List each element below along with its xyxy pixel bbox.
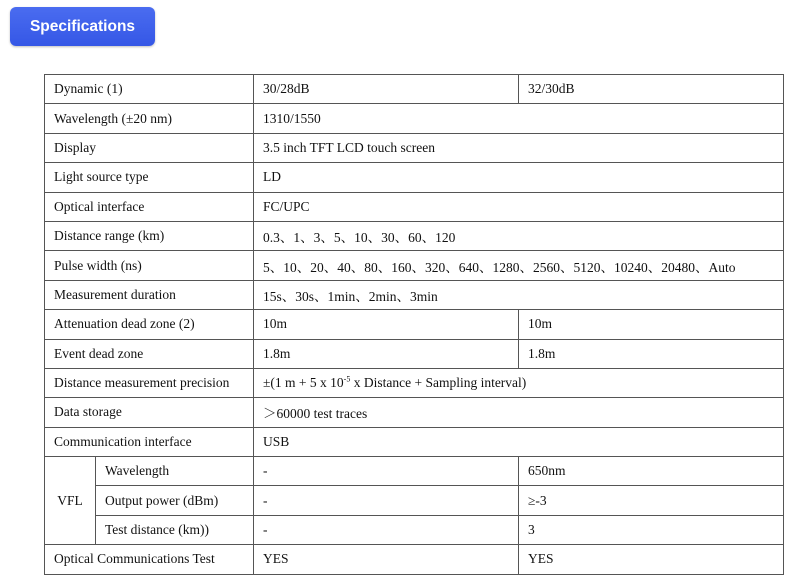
cell-value: - [254, 457, 519, 486]
table-row [45, 427, 784, 456]
table-row [45, 398, 784, 427]
row-label: Test distance (km)) [96, 515, 254, 544]
table-row [45, 457, 784, 486]
row-label: Light source type [45, 163, 254, 192]
cell-value: 10m [519, 310, 784, 339]
table-row [45, 368, 784, 397]
cell-value: YES [254, 545, 519, 574]
row-label: Pulse width (ns) [45, 251, 254, 280]
cell-value: 3 [519, 515, 784, 544]
cell-value: - [254, 486, 519, 515]
cell-value: 0.3、1、3、5、10、30、60、120 [254, 221, 784, 250]
row-label: Data storage [45, 398, 254, 427]
table-row [45, 545, 784, 574]
table-row [45, 339, 784, 368]
table-row [45, 486, 784, 515]
row-label: Communication interface [45, 427, 254, 456]
table-row [45, 515, 784, 544]
row-label: Event dead zone [45, 339, 254, 368]
precision-prefix: ±(1 m + 5 x 10 [263, 375, 344, 391]
cell-value: 1310/1550 [254, 104, 784, 133]
table-row [45, 280, 784, 309]
table-row [45, 221, 784, 250]
vfl-group-label: VFL [45, 457, 96, 545]
precision-exponent: -5 [343, 374, 351, 384]
row-label: Wavelength (±20 nm) [45, 104, 254, 133]
row-label: Display [45, 133, 254, 162]
row-label: Distance range (km) [45, 221, 254, 250]
cell-value: 3.5 inch TFT LCD touch screen [254, 133, 784, 162]
table-row [45, 133, 784, 162]
table-row [45, 75, 784, 104]
cell-value: ≥-3 [519, 486, 784, 515]
cell-value: USB [254, 427, 784, 456]
table-row [45, 163, 784, 192]
row-label: Attenuation dead zone (2) [45, 310, 254, 339]
cell-value: LD [254, 163, 784, 192]
cell-value: 15s、30s、1min、2min、3min [254, 280, 784, 309]
row-label: Optical interface [45, 192, 254, 221]
table-row [45, 104, 784, 133]
cell-value: 5、10、20、40、80、160、320、640、1280、2560、5120、10240、20480、Auto [254, 251, 784, 280]
cell-value: 30/28dB [254, 75, 519, 104]
specifications-table [44, 74, 784, 575]
cell-value: ＞60000 test traces [254, 398, 784, 427]
precision-suffix: x Distance + Sampling interval) [350, 375, 527, 391]
table-row [45, 310, 784, 339]
cell-value: - [254, 515, 519, 544]
cell-value: 10m [254, 310, 519, 339]
cell-value [254, 368, 784, 397]
row-label: Dynamic (1) [45, 75, 254, 104]
specifications-tab[interactable] [10, 7, 155, 46]
row-label: Measurement duration [45, 280, 254, 309]
row-label: Optical Communications Test [45, 545, 254, 574]
table-row [45, 251, 784, 280]
tab-label: Specifications [29, 17, 136, 35]
cell-value: 1.8m [519, 339, 784, 368]
cell-value: 650nm [519, 457, 784, 486]
cell-value: FC/UPC [254, 192, 784, 221]
row-label: Wavelength [96, 457, 254, 486]
table-row [45, 192, 784, 221]
cell-value: 1.8m [254, 339, 519, 368]
cell-value: YES [519, 545, 784, 574]
cell-value: 32/30dB [519, 75, 784, 104]
row-label: Distance measurement precision [45, 368, 254, 397]
row-label: Output power (dBm) [96, 486, 254, 515]
